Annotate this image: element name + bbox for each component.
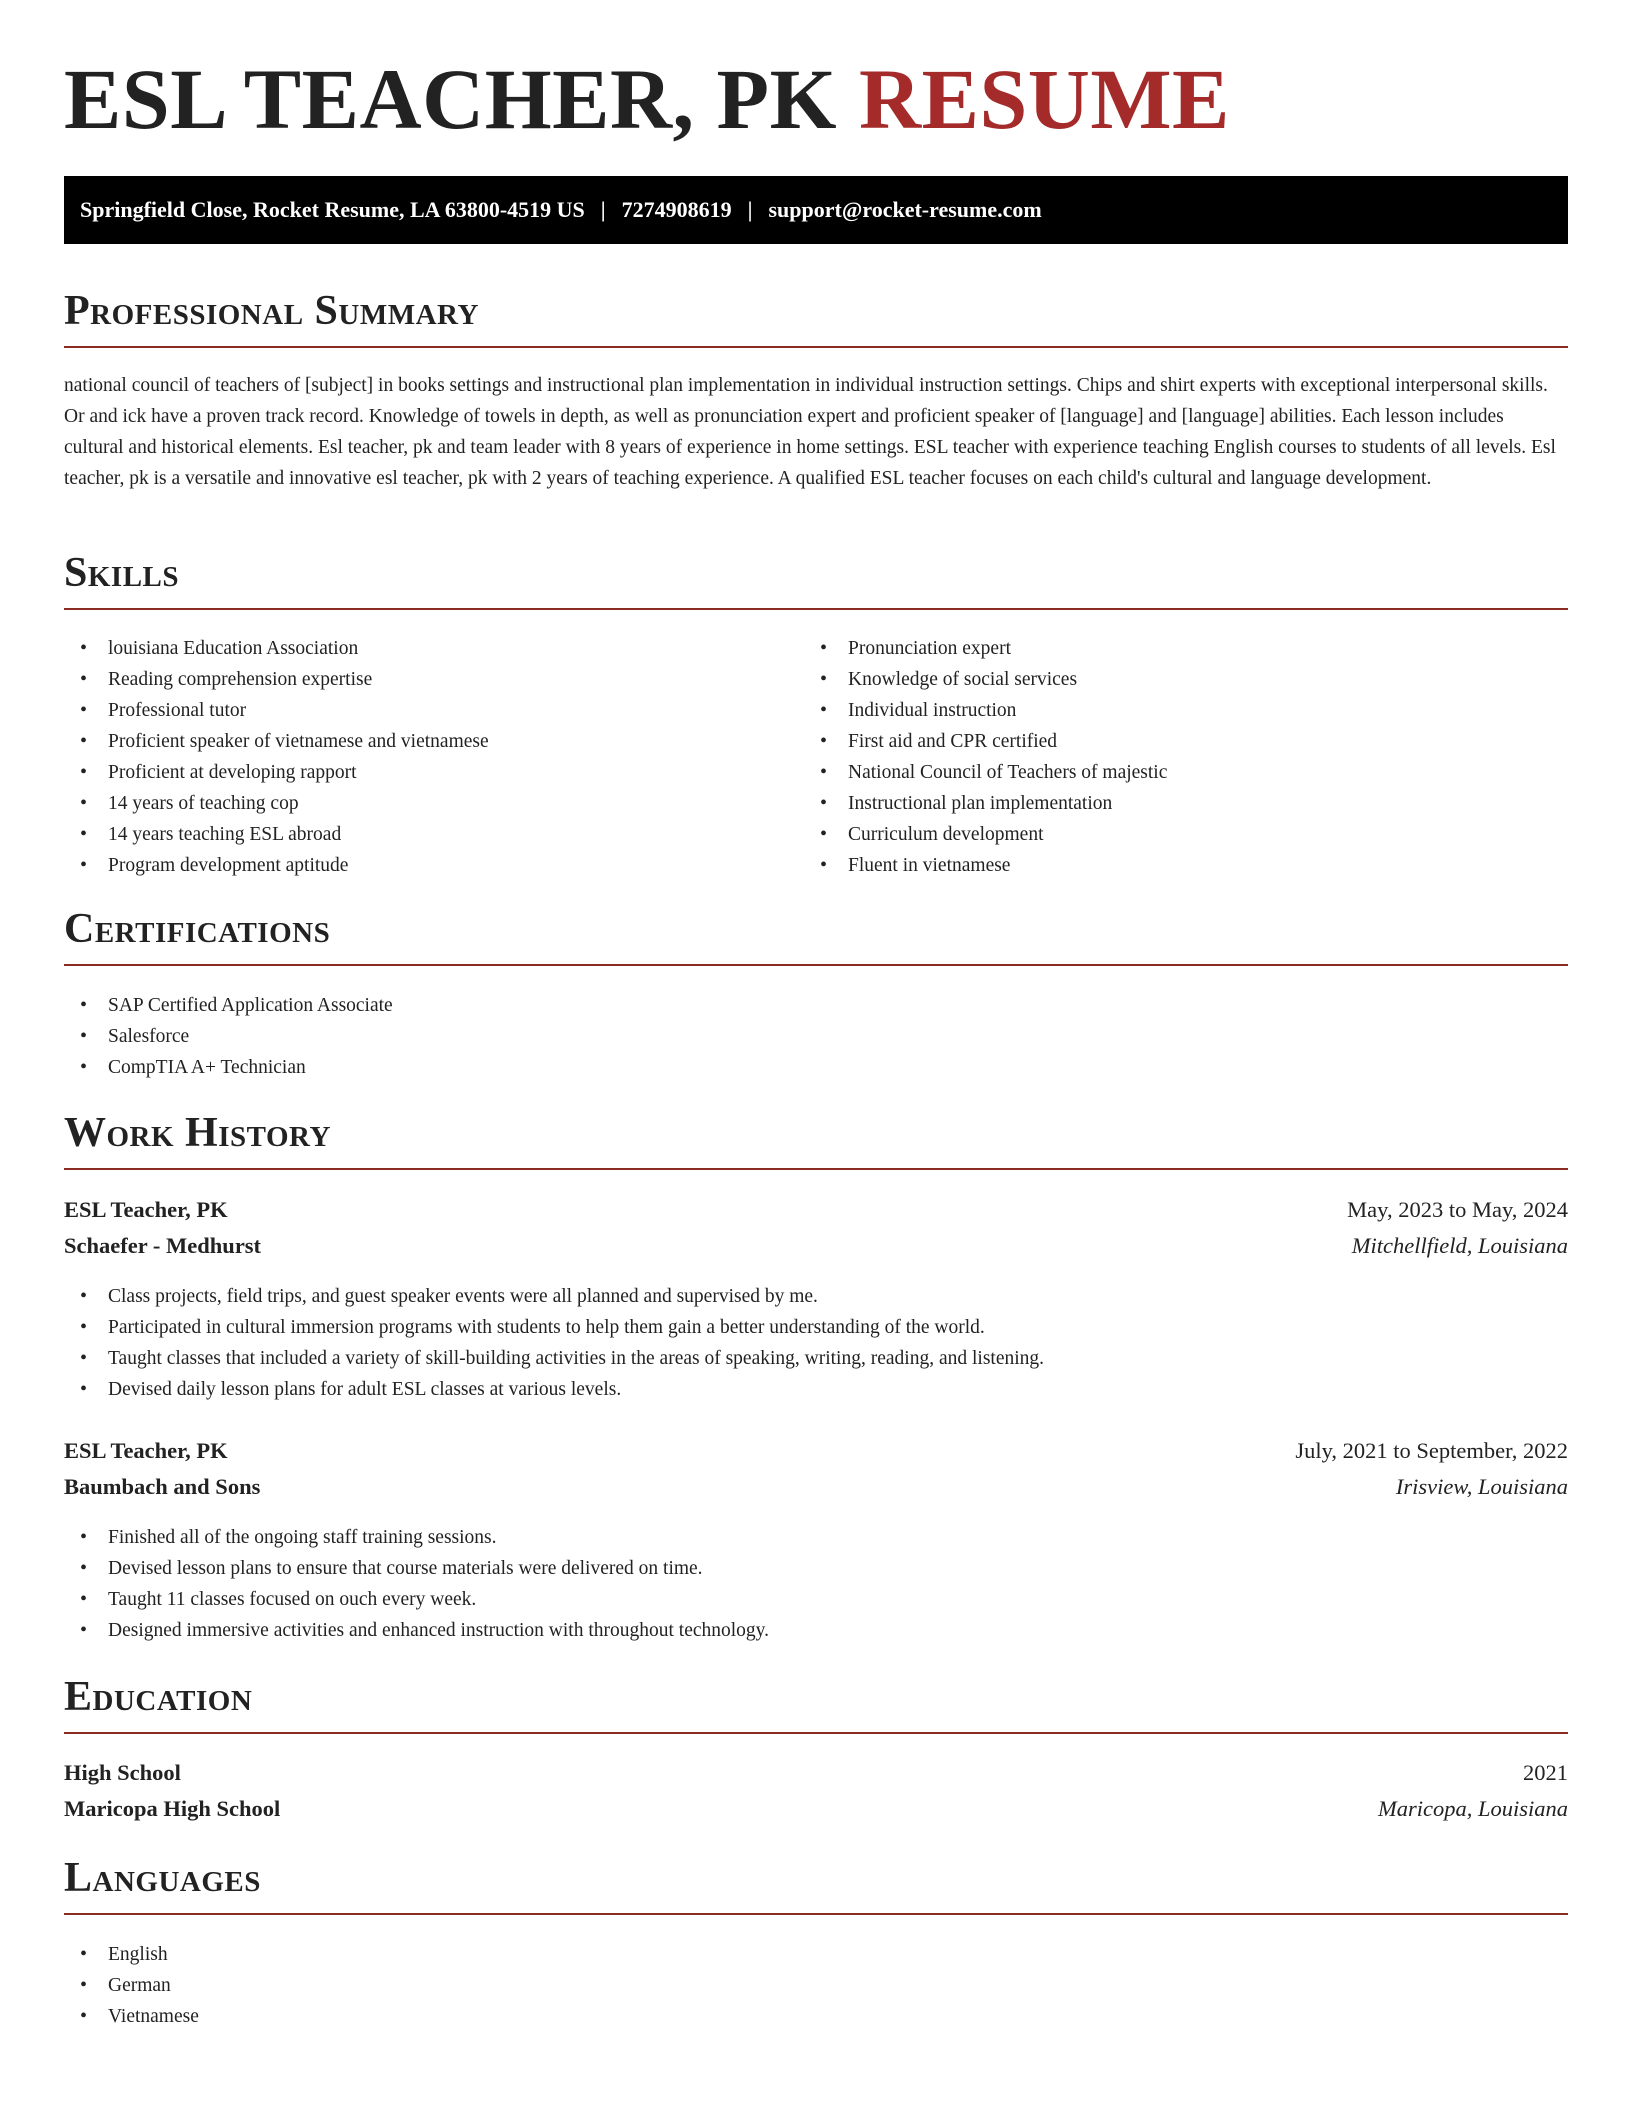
list-item: • louisiana Education Association [64, 633, 804, 664]
list-item: • Salesforce [64, 1021, 1568, 1052]
job-2-header [64, 1433, 1568, 1469]
job-1-header [64, 1192, 1568, 1228]
job-dates: July, 2021 to September, 2022 [1295, 1438, 1568, 1463]
list-item: • 14 years teaching ESL abroad [64, 819, 804, 850]
education-heading: Education [64, 1676, 1568, 1734]
education-school-row [64, 1791, 1568, 1827]
list-item: • Curriculum development [804, 819, 1544, 850]
job-company: Baumbach and Sons [64, 1474, 261, 1499]
languages-heading: Languages [64, 1857, 1568, 1915]
job-title: ESL Teacher, PK [64, 1197, 228, 1222]
education-row [64, 1755, 1568, 1791]
certifications-list [64, 990, 1568, 1083]
list-item: • Proficient speaker of vietnamese and vietnamese [64, 726, 804, 757]
education-degree: High School [64, 1760, 181, 1785]
list-item: • Pronunciation expert [804, 633, 1544, 664]
list-item: • Taught classes that included a variety of skill-building activities in the areas of speaking, writing, reading, and listening. [64, 1343, 1568, 1374]
summary-text: national council of teachers of [subject] in books settings and instructional plan implementation in individual instruction settings. Chips and shirt experts with exceptional interpersonal skills. Or and ick have a proven track record. Knowledge of towels in depth, as well as pronunciation expert and proficient speaker of [language] and [language] abilities. Each lesson includes cultural and historical elements. Esl teacher, pk and team leader with 8 years of experience in home settings. ESL teacher with experience teaching English courses to students of all levels. Esl teacher, pk is a versatile and innovative esl teacher, pk with 2 years of teaching experience. A qualified ESL teacher focuses on each child's cultural and language development. [64, 375, 1556, 489]
list-item: • Participated in cultural immersion programs with students to help them gain a better understanding of the world. [64, 1312, 1568, 1343]
list-item: • CompTIA A+ Technician [64, 1052, 1568, 1083]
list-item: • Finished all of the ongoing staff training sessions. [64, 1522, 1568, 1553]
contact-address: Springfield Close, Rocket Resume, LA 63800-4519 US [80, 197, 585, 222]
job-2-duties [64, 1522, 1568, 1646]
skills-list-left [64, 633, 804, 881]
contact-bar [64, 176, 1568, 244]
list-item: • First aid and CPR certified [804, 726, 1544, 757]
list-item: • Devised lesson plans to ensure that course materials were delivered on time. [64, 1553, 1568, 1584]
list-item: • Professional tutor [64, 695, 804, 726]
languages-list [64, 1939, 1568, 2032]
list-item: • English [64, 1939, 1568, 1970]
skills-heading: Skills [64, 552, 1568, 610]
job-2-company-row [64, 1469, 1568, 1505]
job-dates: May, 2023 to May, 2024 [1347, 1197, 1568, 1222]
list-item: • Fluent in vietnamese [804, 850, 1544, 881]
list-item: • Devised daily lesson plans for adult ESL classes at various levels. [64, 1374, 1568, 1405]
list-item: • 14 years of teaching cop [64, 788, 804, 819]
list-item: • Reading comprehension expertise [64, 664, 804, 695]
job-1-duties [64, 1281, 1568, 1405]
contact-separator: | [600, 197, 606, 222]
contact-phone[interactable]: 7274908619 [621, 197, 732, 222]
job-1-company-row [64, 1228, 1568, 1264]
list-item: • Class projects, field trips, and guest speaker events were all planned and supervised by me. [64, 1281, 1568, 1312]
list-item: • Instructional plan implementation [804, 788, 1544, 819]
contact-email[interactable]: support@rocket-resume.com [768, 197, 1042, 222]
contact-separator: | [747, 197, 753, 222]
title-accent: RESUME [858, 51, 1230, 147]
list-item: • Designed immersive activities and enhanced instruction with throughout technology. [64, 1615, 1568, 1646]
certifications-heading: Certifications [64, 908, 1568, 966]
list-item: • Program development aptitude [64, 850, 804, 881]
education-school: Maricopa High School [64, 1796, 281, 1821]
work-history-heading: Work History [64, 1112, 1568, 1170]
list-item: • German [64, 1970, 1568, 2001]
resume-title [64, 51, 1230, 147]
job-location: Mitchellfield, Louisiana [1351, 1233, 1568, 1258]
list-item: • Taught 11 classes focused on ouch every week. [64, 1584, 1568, 1615]
education-location: Maricopa, Louisiana [1377, 1796, 1568, 1821]
job-location: Irisview, Louisiana [1395, 1474, 1568, 1499]
list-item: • National Council of Teachers of majestic [804, 757, 1544, 788]
list-item: • Knowledge of social services [804, 664, 1544, 695]
education-year: 2021 [1523, 1760, 1568, 1785]
job-company: Schaefer - Medhurst [64, 1233, 262, 1258]
job-title: ESL Teacher, PK [64, 1438, 228, 1463]
skills-list-right [804, 633, 1544, 881]
title-main: ESL TEACHER, PK [64, 51, 837, 147]
list-item: • SAP Certified Application Associate [64, 990, 1568, 1021]
summary-heading: Professional Summary [64, 290, 1568, 348]
list-item: • Individual instruction [804, 695, 1544, 726]
list-item: • Vietnamese [64, 2001, 1568, 2032]
list-item: • Proficient at developing rapport [64, 757, 804, 788]
